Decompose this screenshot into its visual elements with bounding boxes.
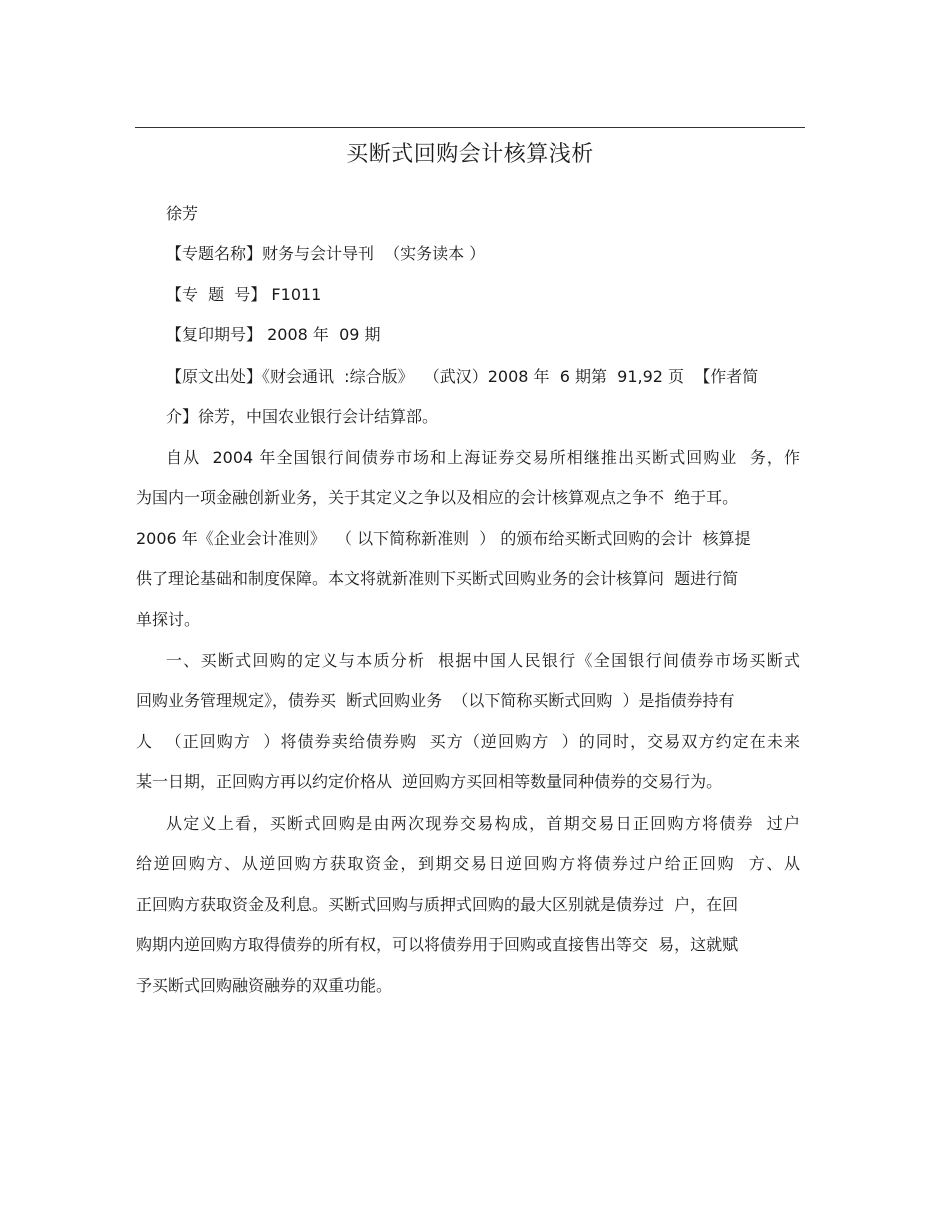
paragraph-line: 从定义上看，买断式回购是由两次现券交易构成，首期交易日正回购方将债券 过户 bbox=[166, 814, 800, 833]
paragraph-line: 购期内逆回购方取得债券的所有权，可以将债券用于回购或直接售出等交 易，这就赋 bbox=[136, 935, 739, 954]
paragraph-line: 单探讨。 bbox=[136, 610, 201, 629]
meta-author-intro-line: 介】徐芳，中国农业银行会计结算部。 bbox=[166, 407, 439, 426]
paragraph-line: 回购业务管理规定》，债券买 断式回购业务 （以下简称买断式回购 ）是指债券持有 bbox=[136, 691, 735, 710]
paragraph-line: 正回购方获取资金及利息。买断式回购与质押式回购的最大区别就是债券过 户，在回 bbox=[136, 895, 739, 914]
meta-topic-number: 【专 题 号】 F1011 bbox=[166, 285, 322, 304]
meta-topic: 【专题名称】财务与会计导刊 （实务读本 ） bbox=[166, 244, 486, 263]
paragraph-line: 供了理论基础和制度保障。本文将就新准则下买断式回购业务的会计核算问 题进行简 bbox=[136, 569, 739, 588]
paragraph-line: 自从 2004 年全国银行间债券市场和上海证券交易所相继推出买断式回购业 务，作 bbox=[166, 448, 800, 467]
header-rule bbox=[135, 127, 805, 128]
author-line: 徐芳 bbox=[166, 204, 199, 223]
paragraph-line: 予买断式回购融资融券的双重功能。 bbox=[136, 976, 393, 995]
paragraph-line: 2006 年《企业会计准则》 （ 以下简称新准则 ） 的颁布给买断式回购的会计 核算提 bbox=[136, 529, 751, 548]
paragraph-line: 人 （正回购方 ）将债券卖给债券购 买方（逆回购方 ）的同时，交易双方约定在未来 bbox=[136, 732, 800, 751]
meta-source-line: 【原文出处】《财会通讯 :综合版》 （武汉）2008 年 6 期第 91,92 页 【作者简 bbox=[166, 367, 759, 386]
meta-reprint-issue: 【复印期号】 2008 年 09 期 bbox=[166, 325, 381, 344]
paragraph-line: 一、买断式回购的定义与本质分析 根据中国人民银行《全国银行间债券市场买断式 bbox=[166, 651, 800, 670]
paragraph-line: 给逆回购方、从逆回购方获取资金，到期交易日逆回购方将债券过户给正回购 方、从 bbox=[136, 854, 800, 873]
paragraph-line: 为国内一项金融创新业务，关于其定义之争以及相应的会计核算观点之争不 绝于耳。 bbox=[136, 488, 739, 507]
paragraph-line: 某一日期，正回购方再以约定价格从 逆回购方买回相等数量同种债券的交易行为。 bbox=[136, 772, 723, 791]
document-title: 买断式回购会计核算浅析 bbox=[346, 142, 594, 167]
